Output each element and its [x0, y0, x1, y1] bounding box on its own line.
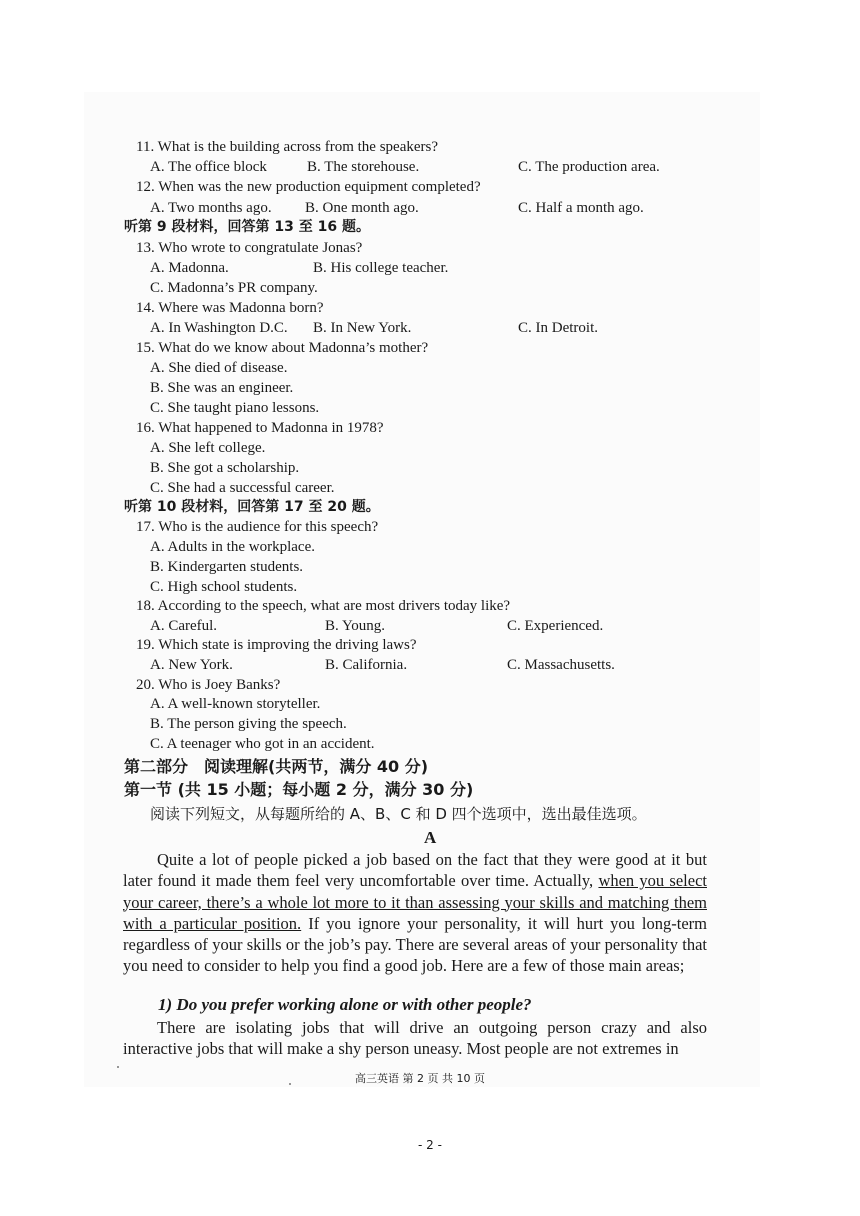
- question-12-option-a: A. Two months ago.: [150, 200, 272, 216]
- question-16-option-c: C. She had a successful career.: [150, 480, 335, 496]
- question-20-option-b: B. The person giving the speech.: [150, 716, 347, 732]
- question-19-option-c: C. Massachusetts.: [507, 657, 615, 673]
- passage-subheading: 1) Do you prefer working alone or with other people?: [158, 995, 532, 1014]
- question-11-option-a: A. The office block: [150, 159, 267, 175]
- question-19-option-b: B. California.: [325, 657, 408, 673]
- scan-speck: [117, 1066, 119, 1068]
- passage-label: A: [424, 828, 437, 847]
- question-20: 20. Who is Joey Banks?: [136, 677, 281, 693]
- question-16-option-b: B. She got a scholarship.: [150, 460, 300, 476]
- question-20-option-c: C. A teenager who got in an accident.: [150, 736, 375, 752]
- question-18-option-a: A. Careful.: [150, 618, 218, 634]
- reading-instruction: 阅读下列短文，从每题所给的 A、B、C 和 D 四个选项中，选出最佳选项。: [150, 805, 647, 823]
- passage-text: If you ignore your personality, it will hurt you long-term regardless of your skills or the job’s pay. There are several areas of your personality that you need to consider to help you find a good job. Here are a few of those main areas;: [123, 913, 707, 976]
- question-16-option-a: A. She left college.: [150, 440, 266, 456]
- section-10-heading: 听第 10 段材料，回答第 17 至 20 题。: [124, 499, 380, 515]
- question-13: 13. Who wrote to congratulate Jonas?: [136, 240, 363, 256]
- question-15-option-b: B. She was an engineer.: [150, 380, 294, 396]
- question-17: 17. Who is the audience for this speech?: [136, 519, 379, 535]
- question-15-option-c: C. She taught piano lessons.: [150, 400, 320, 416]
- question-18: 18. According to the speech, what are most drivers today like?: [136, 598, 511, 614]
- question-13-option-b: B. His college teacher.: [313, 260, 449, 276]
- question-13-option-a: A. Madonna.: [150, 260, 229, 276]
- part-2-title: 第二部分 阅读理解(共两节，满分 40 分): [124, 757, 429, 776]
- question-12-option-c: C. Half a month ago.: [518, 200, 644, 216]
- question-16: 16. What happened to Madonna in 1978?: [136, 420, 384, 436]
- question-20-option-a: A. A well-known storyteller.: [150, 696, 321, 712]
- question-15: 15. What do we know about Madonna’s mother?: [136, 340, 429, 356]
- question-14-option-a: A. In Washington D.C.: [150, 320, 288, 336]
- question-14: 14. Where was Madonna born?: [136, 300, 324, 316]
- passage-text: There are isolating jobs that will drive an outgoing person crazy and also interactive jobs that will make a shy person uneasy. Most people are not extremes in: [123, 1018, 707, 1059]
- passage-paragraph-2: [123, 1017, 707, 1060]
- question-19-option-a: A. New York.: [150, 657, 233, 673]
- scan-speck: [289, 1083, 291, 1085]
- passage-text: Quite a lot of people picked a job based on the fact that they were good at it but later found it made them feel very uncomfortable over time. Actually,: [123, 850, 707, 891]
- question-12: 12. When was the new production equipment completed?: [136, 179, 481, 195]
- question-11-option-b: B. The storehouse.: [307, 159, 420, 175]
- section-1-title: 第一节 (共 15 小题；每小题 2 分，满分 30 分): [124, 780, 474, 799]
- question-13-option-c: C. Madonna’s PR company.: [150, 280, 318, 296]
- question-18-option-b: B. Young.: [325, 618, 386, 634]
- question-12-option-b: B. One month ago.: [305, 200, 419, 216]
- question-11-option-c: C. The production area.: [518, 159, 660, 175]
- question-18-option-c: C. Experienced.: [507, 618, 604, 634]
- question-19: 19. Which state is improving the driving laws?: [136, 637, 417, 653]
- underlined-sentence: when you select your career, there’s a whole lot more to it than assessing your skills and matching them with a particular position.: [123, 871, 707, 933]
- question-14-option-c: C. In Detroit.: [518, 320, 598, 336]
- page-footer: 高三英语 第 2 页 共 10 页: [355, 1072, 485, 1085]
- question-17-option-b: B. Kindergarten students.: [150, 559, 304, 575]
- page-number: - 2 -: [418, 1138, 442, 1152]
- passage-paragraph-1: [123, 849, 707, 977]
- question-14-option-b: B. In New York.: [313, 320, 412, 336]
- section-9-heading: 听第 9 段材料，回答第 13 至 16 题。: [124, 219, 370, 235]
- question-11: 11. What is the building across from the speakers?: [136, 139, 439, 155]
- question-15-option-a: A. She died of disease.: [150, 360, 288, 376]
- question-17-option-a: A. Adults in the workplace.: [150, 539, 315, 555]
- question-17-option-c: C. High school students.: [150, 579, 298, 595]
